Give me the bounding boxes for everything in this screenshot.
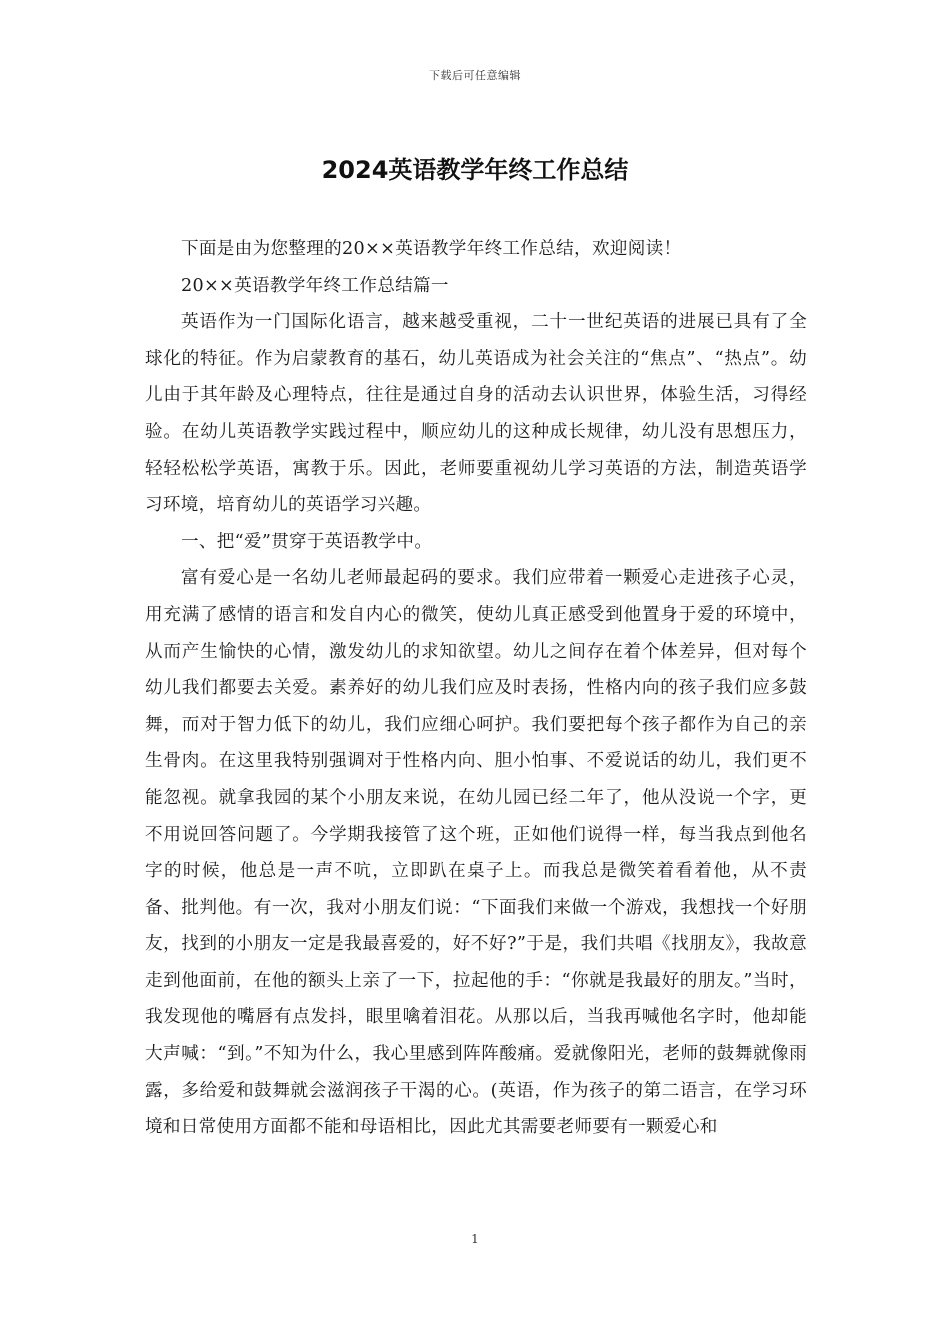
page-number: 1 bbox=[471, 1232, 479, 1246]
header-note: 下载后可任意编辑 bbox=[429, 69, 521, 82]
document-title: 2024英语教学年终工作总结 bbox=[321, 156, 629, 184]
body-paragraph: 英语作为一门国际化语言，越来越受重视，二十一世纪英语的进展已具有了全球化的特征。作为启蒙教育的基石，幼儿英语成为社会关注的“焦点”、“热点”。幼儿由于其年龄及心理特点，往往是通过自身的活动去认识世界，体验生活，习得经验。在幼儿英语教学实践过程中，顺应幼儿的这种成长规律，幼儿没有思想压力，轻轻松松学英语，寓教于乐。因此，老师要重视幼儿学习英语的方法，制造英语学习环境，培育幼儿的英语学习兴趣。 bbox=[145, 312, 807, 516]
document-body bbox=[145, 231, 807, 1146]
subsection-heading: 一、把“爱”贯穿于英语教学中。 bbox=[181, 531, 433, 552]
intro-paragraph: 下面是由为您整理的20××英语教学年终工作总结，欢迎阅读！ bbox=[181, 239, 682, 259]
body-paragraph: 富有爱心是一名幼儿老师最起码的要求。我们应带着一颗爱心走进孩子心灵，用充满了感情的语言和发自内心的微笑，使幼儿真正感受到他置身于爱的环境中，从而产生愉快的心情，激发幼儿的求知欲望。幼儿之间存在着个体差异，但对每个幼儿我们都要去关爱。素养好的幼儿我们应及时表扬，性格内向的孩子我们应多鼓舞，而对于智力低下的幼儿，我们应细心呵护。我们要把每个孩子都作为自己的亲生骨肉。在这里我特别强调对于性格内向、胆小怕事、不爱说话的幼儿，我们更不能忽视。就拿我园的某个小朋友来说，在幼儿园已经二年了，他从没说一个字，更不用说回答问题了。今学期我接管了这个班，正如他们说得一样，每当我点到他名字的时候，他总是一声不吭，立即趴在桌子上。而我总是微笑着看着他，从不责备、批判他。有一次，我对小朋友们说：“下面我们来做一个游戏，我想找一个好朋友，找到的小朋友一定是我最喜爱的，好不好?”于是，我们共唱《找朋友》，我故意走到他面前，在他的额头上亲了一下，拉起他的手：“你就是我最好的朋友。”当时，我发现他的嘴唇有点发抖，眼里噙着泪花。从那以后，当我再喊他名字时，他却能大声喊：“到。”不知为什么，我心里感到阵阵酸痛。爱就像阳光，老师的鼓舞就像雨露，多给爱和鼓舞就会滋润孩子干渴的心。(英语，作为孩子的第二语言，在学习环境和日常使用方面都不能和母语相比，因此尤其需要老师要有一颗爱心和 bbox=[145, 568, 807, 1138]
section-heading: 20××英语教学年终工作总结篇一 bbox=[181, 275, 449, 296]
